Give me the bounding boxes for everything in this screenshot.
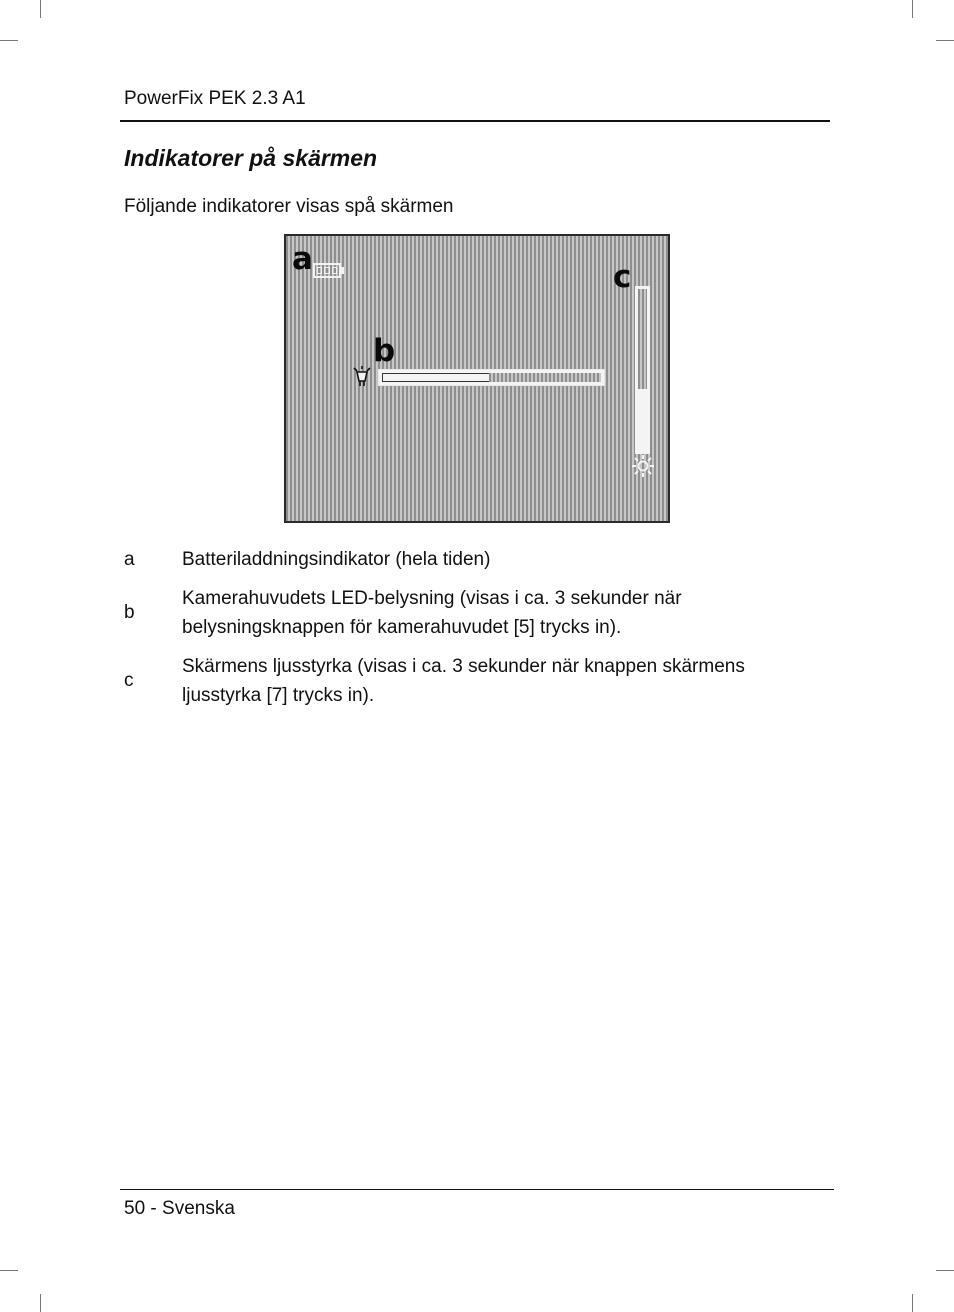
header-rule	[120, 120, 830, 122]
legend-letter: c	[124, 670, 134, 691]
led-light-icon	[352, 366, 372, 390]
page-footer: 50 - Svenska	[124, 1198, 235, 1219]
legend-description: Skärmens ljusstyrka (visas i ca. 3 sekunder när knappen skärmens ljusstyrka [7] trycks in).	[182, 656, 745, 706]
legend-letter: b	[124, 602, 135, 623]
callout-a: a	[292, 241, 313, 277]
callout-c: c	[613, 259, 632, 295]
crop-mark	[936, 40, 954, 41]
crop-mark	[912, 1294, 913, 1312]
crop-mark	[0, 1270, 18, 1271]
led-level-fill	[382, 373, 492, 382]
brightness-level-bar	[635, 286, 650, 454]
crop-mark	[40, 0, 41, 18]
crop-mark	[936, 1270, 954, 1271]
legend-item-c	[124, 652, 824, 710]
legend-item-b	[124, 584, 824, 642]
section-title: Indikatorer på skärmen	[124, 145, 378, 171]
crop-mark	[912, 0, 913, 18]
legend-list	[124, 545, 824, 720]
led-level-bar	[378, 369, 605, 386]
crop-mark	[0, 40, 18, 41]
brightness-level-remaining	[638, 289, 647, 389]
screen-figure	[284, 234, 670, 523]
intro-text: Följande indikatorer visas spå skärmen	[124, 196, 454, 217]
callout-b: b	[373, 333, 396, 369]
footer-rule	[120, 1189, 834, 1190]
battery-icon	[313, 263, 341, 278]
legend-item-a	[124, 545, 824, 574]
led-level-remaining	[489, 373, 602, 382]
legend-description: Kamerahuvudets LED-belysning (visas i ca. 3 sekunder när belysningsknappen för kamerahuvudet [5] trycks in).	[182, 588, 682, 638]
battery-tip	[341, 267, 344, 274]
legend-description: Batteriladdningsindikator (hela tiden)	[182, 549, 491, 570]
crop-mark	[40, 1294, 41, 1312]
legend-letter: a	[124, 548, 135, 570]
running-header: PowerFix PEK 2.3 A1	[124, 88, 306, 109]
sun-icon	[631, 454, 655, 478]
